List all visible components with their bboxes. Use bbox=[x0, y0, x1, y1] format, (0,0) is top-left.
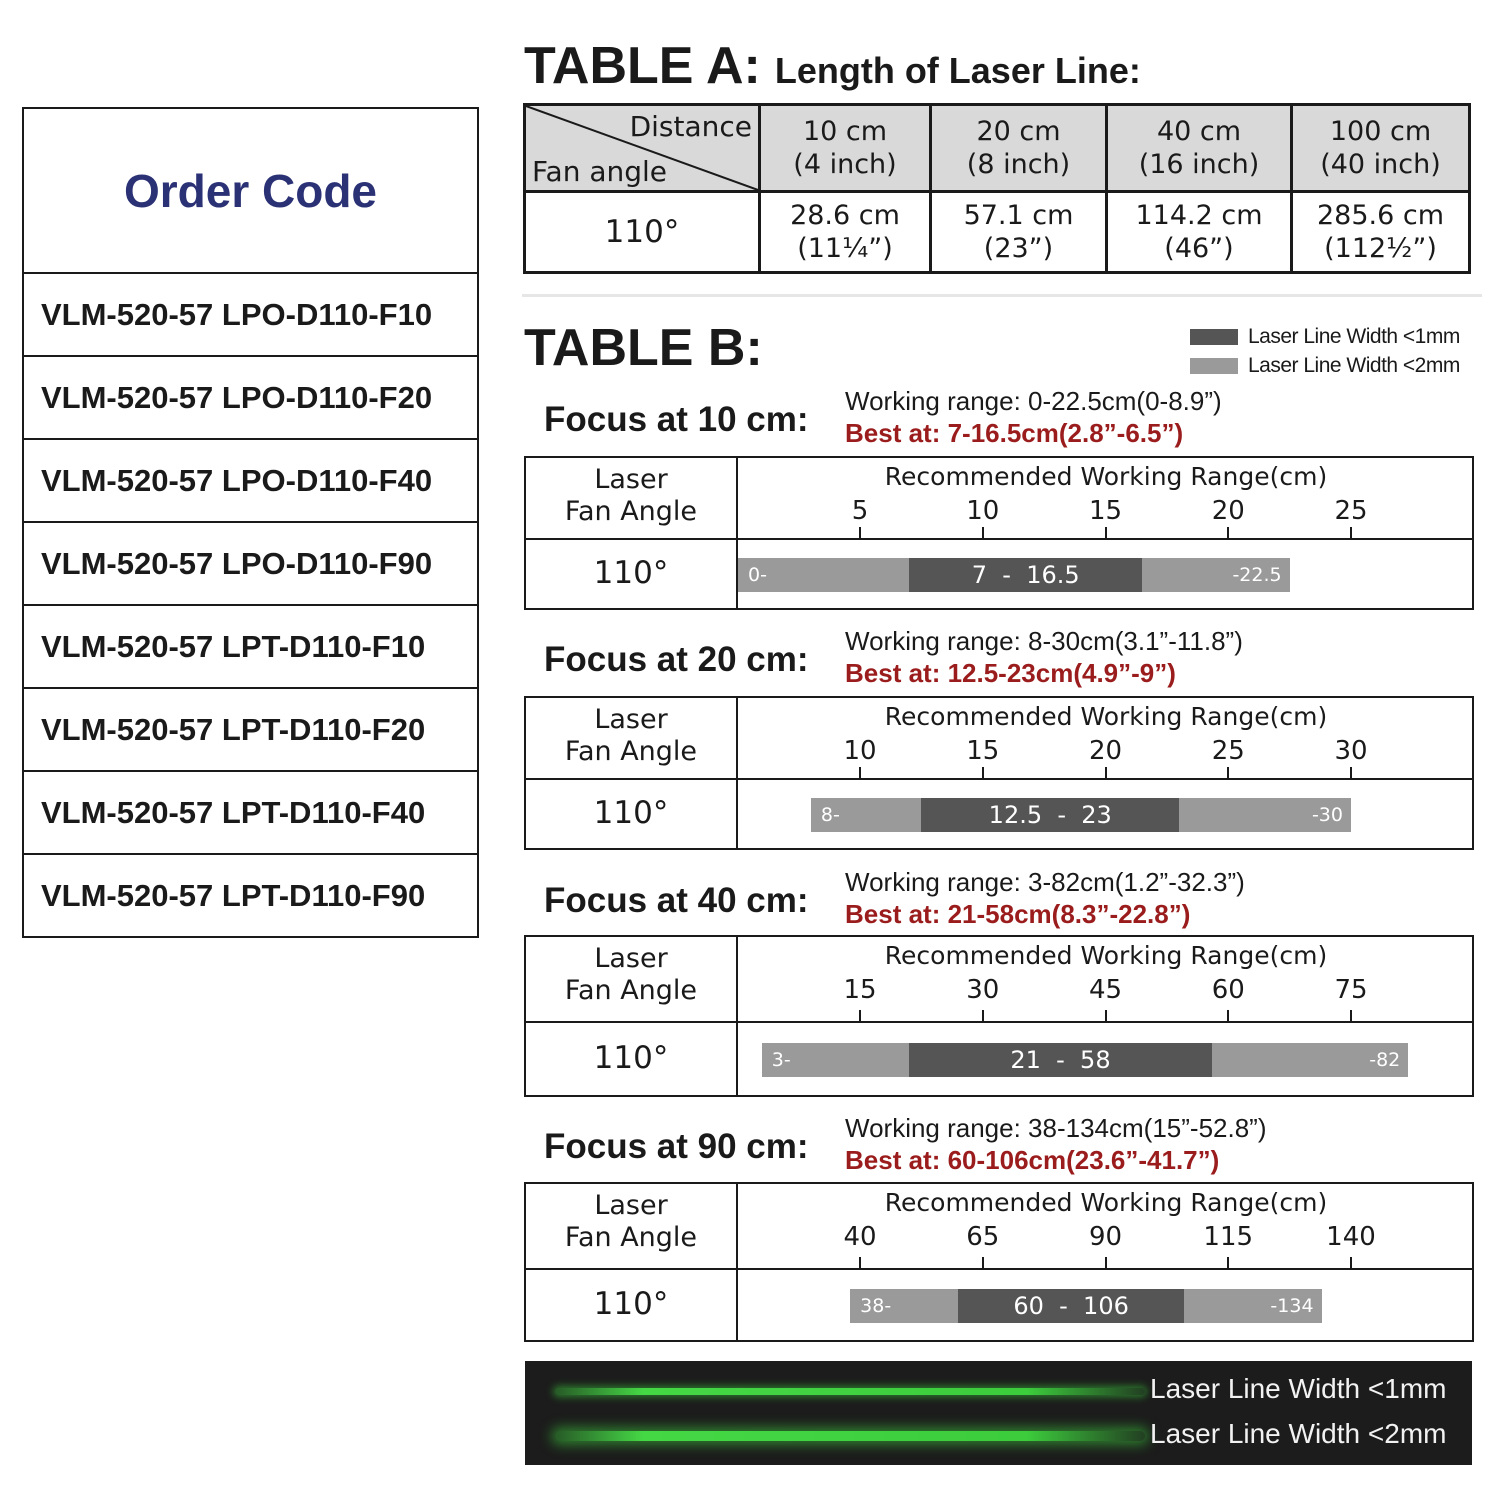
tick-label: 60 bbox=[1211, 975, 1245, 1005]
tick-label: 65 bbox=[966, 1222, 1000, 1252]
tick-mark bbox=[859, 1257, 861, 1268]
tick-label: 25 bbox=[1211, 736, 1245, 766]
column-cm: 10 cm bbox=[802, 116, 888, 147]
laser-line-photo bbox=[525, 1361, 1472, 1465]
bar-best-label: 21 - 58 bbox=[1010, 1046, 1111, 1074]
column-inch: (16 inch) bbox=[1138, 149, 1260, 180]
tick-mark bbox=[1227, 1257, 1229, 1268]
order-code-row: VLM-520-57 LPT-D110-F10 bbox=[24, 606, 477, 689]
range-header: Recommended Working Range(cm) bbox=[884, 462, 1328, 491]
working-range-text: Working range: 38-134cm(15”-52.8”) bbox=[845, 1113, 1267, 1143]
tick-mark bbox=[1350, 1257, 1352, 1268]
best-range-text: Best at: 7-16.5cm(2.8”-6.5”) bbox=[845, 418, 1184, 448]
tick-mark bbox=[1105, 1010, 1107, 1021]
tick-label: 75 bbox=[1334, 975, 1368, 1005]
table-a-column-header bbox=[1107, 105, 1292, 192]
order-code-row: VLM-520-57 LPT-D110-F40 bbox=[24, 772, 477, 855]
legend-swatch-dark bbox=[1190, 329, 1238, 345]
order-code-row: VLM-520-57 LPO-D110-F20 bbox=[24, 357, 477, 440]
column-cm: 40 cm bbox=[1156, 116, 1242, 147]
range-table bbox=[524, 1182, 1474, 1342]
tick-mark bbox=[1350, 1010, 1352, 1021]
tick-mark bbox=[982, 767, 984, 778]
range-table bbox=[524, 456, 1474, 610]
bar-max-label: -30 bbox=[1311, 804, 1343, 826]
tick-label: 30 bbox=[966, 975, 1000, 1005]
table-a-corner-cell bbox=[525, 105, 760, 192]
table-a-cell bbox=[1292, 192, 1470, 273]
range-header: Recommended Working Range(cm) bbox=[884, 702, 1328, 731]
legend-item-wide bbox=[1190, 355, 1460, 377]
bar-best-label: 60 - 106 bbox=[1013, 1292, 1129, 1320]
cell-cm: 285.6 cm bbox=[1316, 200, 1445, 231]
fan-angle-value: 110° bbox=[593, 1286, 669, 1322]
bar-max-label: -82 bbox=[1369, 1049, 1401, 1071]
tick-label: 140 bbox=[1326, 1222, 1376, 1252]
tick-label: 10 bbox=[843, 736, 877, 766]
range-table bbox=[524, 696, 1474, 850]
bar-best-label: 7 - 16.5 bbox=[971, 561, 1080, 589]
tick-label: 15 bbox=[966, 736, 1000, 766]
table-a-title bbox=[524, 36, 1141, 96]
cell-inch: (11¼”) bbox=[797, 233, 893, 264]
tick-label: 5 bbox=[851, 496, 869, 526]
bar-min-label: 38- bbox=[860, 1295, 892, 1317]
bar-best-label: 12.5 - 23 bbox=[988, 801, 1112, 829]
tick-mark bbox=[859, 767, 861, 778]
table-a-column-header bbox=[931, 105, 1107, 192]
tick-mark bbox=[859, 1010, 861, 1021]
bar-min-label: 0- bbox=[748, 564, 767, 586]
table-a-column-header bbox=[760, 105, 931, 192]
range-table-divider bbox=[526, 778, 1472, 780]
column-inch: (4 inch) bbox=[793, 149, 897, 180]
tick-label: 25 bbox=[1334, 496, 1368, 526]
table-a-column-header bbox=[1292, 105, 1470, 192]
laser-beam-wide bbox=[555, 1431, 1145, 1441]
cell-cm: 57.1 cm bbox=[963, 200, 1074, 231]
corner-fan-angle-label: Fan angle bbox=[532, 155, 668, 188]
table-a-cell bbox=[760, 192, 931, 273]
order-code-row: VLM-520-57 LPO-D110-F10 bbox=[24, 274, 477, 357]
tick-label: 10 bbox=[966, 496, 1000, 526]
tick-label: 115 bbox=[1203, 1222, 1254, 1252]
laser-header-line1: Laser bbox=[594, 1190, 668, 1221]
tick-label: 20 bbox=[1211, 496, 1245, 526]
table-a-heading: TABLE A: bbox=[524, 37, 761, 95]
tick-label: 45 bbox=[1088, 975, 1123, 1005]
tick-mark bbox=[1350, 527, 1352, 538]
laser-header-line1: Laser bbox=[594, 704, 668, 735]
range-table-divider bbox=[526, 1268, 1472, 1270]
table-b-title: TABLE B: bbox=[524, 319, 763, 377]
table-a-value-row bbox=[525, 192, 1470, 273]
corner-distance-label: Distance bbox=[629, 110, 752, 143]
working-range-text: Working range: 8-30cm(3.1”-11.8”) bbox=[845, 626, 1243, 656]
tick-mark bbox=[1227, 527, 1229, 538]
order-code-row: VLM-520-57 LPT-D110-F20 bbox=[24, 689, 477, 772]
table-a bbox=[523, 103, 1471, 274]
best-range-text: Best at: 21-58cm(8.3”-22.8”) bbox=[845, 899, 1191, 929]
focus-title: Focus at 20 cm: bbox=[544, 640, 809, 679]
table-a-cell bbox=[931, 192, 1107, 273]
tick-label: 15 bbox=[843, 975, 877, 1005]
column-cm: 20 cm bbox=[976, 116, 1061, 147]
table-a-fan-angle: 110° bbox=[525, 192, 760, 273]
tick-mark bbox=[1227, 1010, 1229, 1021]
laser-header-line2: Fan Angle bbox=[564, 496, 698, 527]
tick-mark bbox=[982, 1010, 984, 1021]
order-code-table bbox=[22, 107, 479, 938]
tick-label: 30 bbox=[1334, 736, 1368, 766]
tick-mark bbox=[982, 1257, 984, 1268]
working-range-text: Working range: 3-82cm(1.2”-32.3”) bbox=[845, 867, 1245, 897]
tick-mark bbox=[1350, 767, 1352, 778]
cell-inch: (23”) bbox=[983, 233, 1054, 264]
focus-title: Focus at 40 cm: bbox=[544, 881, 809, 920]
photo-caption-wide: Laser Line Width <2mm bbox=[1150, 1418, 1447, 1449]
range-table-divider bbox=[526, 1021, 1472, 1023]
table-a-subtitle: Length of Laser Line: bbox=[774, 50, 1141, 91]
section-divider bbox=[522, 294, 1482, 297]
cell-inch: (46”) bbox=[1164, 233, 1234, 264]
range-header: Recommended Working Range(cm) bbox=[884, 1188, 1328, 1217]
order-code-row: VLM-520-57 LPT-D110-F90 bbox=[41, 877, 426, 913]
laser-header-line1: Laser bbox=[594, 943, 668, 974]
laser-header-line1: Laser bbox=[594, 464, 668, 495]
laser-header-line2: Fan Angle bbox=[564, 736, 698, 767]
range-table bbox=[524, 935, 1474, 1097]
tick-label: 20 bbox=[1088, 736, 1123, 766]
table-a-header-row bbox=[525, 105, 1470, 192]
range-table-divider bbox=[526, 538, 1472, 540]
tick-mark bbox=[982, 527, 984, 538]
best-range-text: Best at: 60-106cm(23.6”-41.7”) bbox=[845, 1145, 1220, 1175]
table-a-cell bbox=[1107, 192, 1292, 273]
bar-max-label: -22.5 bbox=[1232, 564, 1282, 586]
fan-angle-value: 110° bbox=[593, 1040, 669, 1076]
tick-label: 90 bbox=[1088, 1222, 1123, 1252]
legend-swatch-light bbox=[1190, 358, 1238, 374]
tick-mark bbox=[1105, 1257, 1107, 1268]
fan-angle-value: 110° bbox=[593, 555, 669, 591]
cell-cm: 28.6 cm bbox=[790, 200, 900, 231]
legend-label: Laser Line Width <1mm bbox=[1248, 325, 1460, 348]
best-range-text: Best at: 12.5-23cm(4.9”-9”) bbox=[845, 658, 1176, 688]
tick-mark bbox=[1105, 767, 1107, 778]
legend-item-narrow bbox=[1190, 326, 1460, 348]
focus-title: Focus at 90 cm: bbox=[544, 1127, 809, 1166]
column-inch: (40 inch) bbox=[1320, 149, 1441, 180]
column-inch: (8 inch) bbox=[966, 149, 1071, 180]
tick-label: 15 bbox=[1088, 496, 1123, 526]
bar-min-label: 3- bbox=[771, 1049, 791, 1071]
bar-max-label: -134 bbox=[1270, 1295, 1314, 1317]
order-code-row: VLM-520-57 LPO-D110-F40 bbox=[24, 440, 477, 523]
tick-label: 40 bbox=[843, 1222, 877, 1252]
bar-min-label: 8- bbox=[820, 804, 840, 826]
order-code-header: Order Code bbox=[24, 109, 477, 274]
laser-header-line2: Fan Angle bbox=[564, 1222, 698, 1253]
range-header: Recommended Working Range(cm) bbox=[884, 941, 1328, 970]
laser-header-line2: Fan Angle bbox=[564, 975, 698, 1006]
focus-title: Focus at 10 cm: bbox=[544, 400, 809, 439]
tick-mark bbox=[1105, 527, 1107, 538]
photo-caption-narrow: Laser Line Width <1mm bbox=[1150, 1373, 1447, 1404]
fan-angle-value: 110° bbox=[593, 795, 669, 831]
cell-inch: (112½”) bbox=[1324, 233, 1437, 264]
working-range-text: Working range: 0-22.5cm(0-8.9”) bbox=[845, 386, 1222, 416]
tick-mark bbox=[859, 527, 861, 538]
legend-label: Laser Line Width <2mm bbox=[1248, 354, 1460, 377]
tick-mark bbox=[1227, 767, 1229, 778]
cell-cm: 114.2 cm bbox=[1135, 200, 1263, 231]
laser-beam-narrow bbox=[555, 1388, 1145, 1395]
order-code-row: VLM-520-57 LPO-D110-F90 bbox=[24, 523, 477, 606]
column-cm: 100 cm bbox=[1329, 116, 1432, 147]
